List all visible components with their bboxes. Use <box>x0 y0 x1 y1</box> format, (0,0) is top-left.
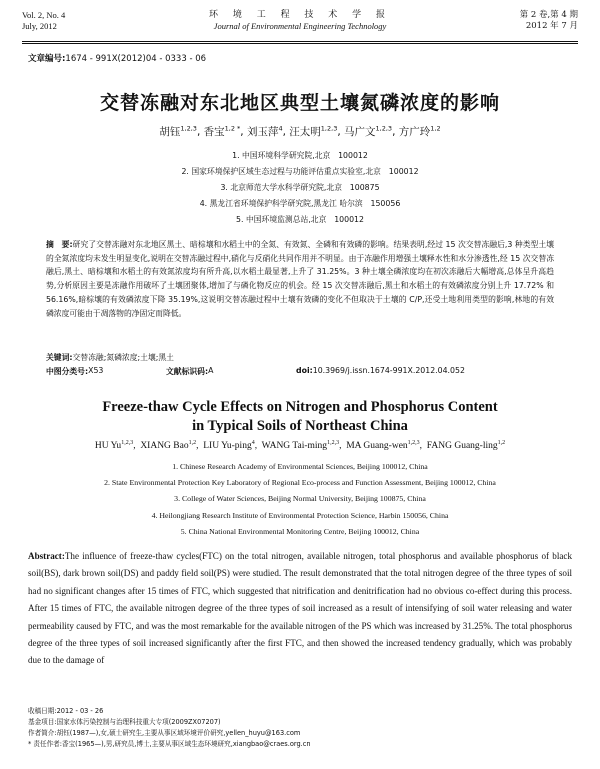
affiliation-cn: 2. 国家环境保护区域生态过程与功能评估重点实验室,北京 100012 <box>181 167 419 176</box>
author-en: HU Yu <box>94 441 122 452</box>
affiliation-en: 3. College of Water Sciences, Beijing Normal University, Beijing 100875, China <box>174 494 426 504</box>
abstract-cn-text: 研究了交替冻融对东北地区黑土、暗棕壤和水稻土中的全氮、有效氮、全磷和有效磷的影响。结果表明,经过 15 次交替冻融后,3 种类型土壤的全氮浓度均未发生明显变化,说明在交替冻融过程中,硝化与反硝化共同作用并不明显。由于冻融作用增强土壤释水性和水分渗透性,经 15 次交替冻融后,黑土、暗棕壤和水稻土的有效氮浓度均有所升高,以水稻土最显著,上升了 31.25%。3 种土壤全磷浓度均在初次冻融后大幅增高,总体呈升高趋势,分析原因主要是冻融作用破坏了土壤团聚体,增加了与磷化物反应的机会。经 15 次交替冻融后,黑土和水稻土的有效磷浓度分别上升 17.72% 和 56.16%,暗棕壤的有效磷浓度下降 35.19%,这说明交替冻融过程中土壤有效磷的变化不但取决于土壤的 C/P,还受土地利用类型的影响,林地的有效磷浓度可能由于凋落物的净固定而降低。 <box>46 240 554 318</box>
header-center <box>22 10 578 32</box>
volume-issue-cn: 第 2 卷,第 4 期 <box>519 10 578 20</box>
author-sup: 1,2,3 <box>180 124 197 133</box>
journal-name-en: Journal of Environmental Engineering Technology <box>213 21 387 31</box>
keywords-cn-text: 交替冻融;氮磷浓度;土壤;黑土 <box>72 353 174 362</box>
doi-group <box>296 366 465 375</box>
affiliations-en <box>0 459 600 540</box>
affiliation-en: 4. Heilongjiang Research Institute of Environmental Protection Science, Harbin 150056, China <box>151 510 449 520</box>
article-number-value: 1674 - 991X(2012)04 - 0333 - 06 <box>65 54 207 64</box>
affiliation-cn: 5. 中国环境监测总站,北京 100012 <box>236 215 364 224</box>
author-cn: 胡钰 <box>159 126 181 138</box>
cls-group <box>46 366 104 377</box>
article-number-label: 文章编号: <box>28 54 66 64</box>
abstract-en-label: Abstract: <box>28 551 65 561</box>
affiliations-cn <box>0 148 600 228</box>
journal-name-cn: 环 境 工 程 技 术 学 报 <box>208 10 392 20</box>
author-sup: 1,2 <box>497 440 506 446</box>
author-sup: 4 <box>278 124 283 133</box>
affiliation-cn: 4. 黑龙江省环境保护科学研究院,黑龙江 哈尔滨 150056 <box>199 199 401 208</box>
author-sup: 1,2,3 <box>375 124 393 133</box>
author-en: WANG Tai-ming <box>261 441 328 452</box>
article-number <box>28 52 206 64</box>
date-cn: 2012 年 7 月 <box>525 21 578 31</box>
running-header <box>22 10 578 42</box>
header-rule <box>22 41 578 42</box>
abstract-en <box>28 548 572 670</box>
author-en: LIU Yu-ping <box>203 441 252 452</box>
keywords-cn-label: 关键词: <box>46 353 73 362</box>
doc-value: A <box>208 366 214 375</box>
doc-group <box>166 366 214 377</box>
doi-label: doi: <box>296 366 313 375</box>
header-rule-thin <box>22 43 578 44</box>
authors-cn: 胡钰$^{1,2,3}$, 香宝$^{1,2 *}$, 刘玉萍$^4$, 汪太明$^{1,2,3}$, 马广文$^{1,2,3}$, 方广玲$^{1,2}$ <box>159 124 441 138</box>
author-cn: 汪太明 <box>289 126 321 138</box>
author-cn: 刘玉萍 <box>246 126 279 138</box>
title-en-line1: Freeze-thaw Cycle Effects on Nitrogen and Phosphorus Content <box>102 399 498 415</box>
doc-label: 文献标识码: <box>166 367 209 376</box>
author-cn: 香宝 <box>203 126 225 138</box>
author-sup: 1,2,3 <box>327 440 340 446</box>
cls-value: X53 <box>88 366 104 375</box>
title-en <box>0 398 600 436</box>
keywords-cn <box>46 352 554 363</box>
author-sup: 1,2 <box>430 124 441 133</box>
author-sup: 1,2,3 <box>320 124 338 133</box>
abstract-en-text: The influence of freeze-thaw cycles(FTC) on the total nitrogen, available nitrogen, total phosphorus and available phosphorus of black soil(BS), dark brown soil(DS) and paddy field soil(PS) were studied. The result demonstrated that the total nitrogen degree of the three types of soil had no significant changes after 15 times of FTC, which suggested that nitrification and denitrification had no obvious co-effect during this process. After 15 times of FTC, the available nitrogen degree of the three types of soil increased as a result of intensifying of soil water releasing and water permeability caused by FTC, and was the most remarkable for the available nitrogen of the PS which was increased by 31.25%. The total phosphorus degree of the three types of soil increased significantly after the first FTC, and then showed the increased tendency gradually, which was probably due to the damage of <box>28 551 572 666</box>
affiliation-en: 2. State Environmental Protection Key Laboratory of Regional Eco-process and Function Assessment, Beijing 100012, China <box>104 478 496 488</box>
abstract-cn-label: 摘 要: <box>46 240 73 249</box>
author-sup: 4 <box>251 440 255 446</box>
fund-note: 基金项目:国家水体污染控制与治理科技重大专项(2009ZX07207) <box>28 718 221 726</box>
author-sup: 1,2,3 <box>407 440 420 446</box>
affiliation-en: 5. China National Environmental Monitoring Centre, Beijing 100012, China <box>180 526 420 536</box>
author-en: XIANG Bao <box>140 441 189 452</box>
date-en: July, 2012 <box>22 21 57 31</box>
author-en: MA Guang-wen <box>346 441 408 452</box>
cls-label: 中图分类号: <box>46 367 89 376</box>
header-right <box>520 10 578 32</box>
author-sup: 1,2 <box>188 440 197 446</box>
author-cn: 方广玲 <box>398 126 431 138</box>
authors-en: HU Yu$^{1,2,3}$, XIANG Bao$^{1,2}$, LIU Yu-ping$^4$, WANG Tai-ming$^{1,2,3}$, MA Guang-wen$^{1,2,3}$, FANG Guang-ling$^{1,2}$ <box>94 440 506 452</box>
affiliation-en: 1. Chinese Research Academy of Environmental Sciences, Beijing 100012, China <box>172 462 428 471</box>
title-en-line2: in Typical Soils of Northeast China <box>192 418 408 434</box>
author-sup: 1,2 * <box>224 124 241 133</box>
doi-value: 10.3969/j.issn.1674-991X.2012.04.052 <box>312 366 465 375</box>
footnotes <box>28 706 572 750</box>
volume-issue-en: Vol. 2, No. 4 <box>22 10 66 20</box>
abstract-cn <box>46 238 554 320</box>
author-sup: 1,2,3 <box>121 440 134 446</box>
author-cn: 马广文 <box>344 126 376 138</box>
author-en: FANG Guang-ling <box>426 441 498 452</box>
affiliation-cn: 3. 北京师范大学水科学研究院,北京 100875 <box>220 183 380 192</box>
affiliation-cn: 1. 中国环境科学研究院,北京 100012 <box>232 151 368 160</box>
corresponding-author: * 责任作者:香宝(1965—),男,研究员,博士,主要从事区域生态环境研究,xiangbao@craes.org.cn <box>28 740 311 748</box>
received-date: 收稿日期:2012 - 03 - 26 <box>28 707 104 715</box>
author-bio: 作者简介:胡钰(1987—),女,硕士研究生,主要从事区域环境评价研究,yellen_huyu@163.com <box>28 729 301 737</box>
title-cn: 交替冻融对东北地区典型土壤氮磷浓度的影响 <box>99 92 500 114</box>
